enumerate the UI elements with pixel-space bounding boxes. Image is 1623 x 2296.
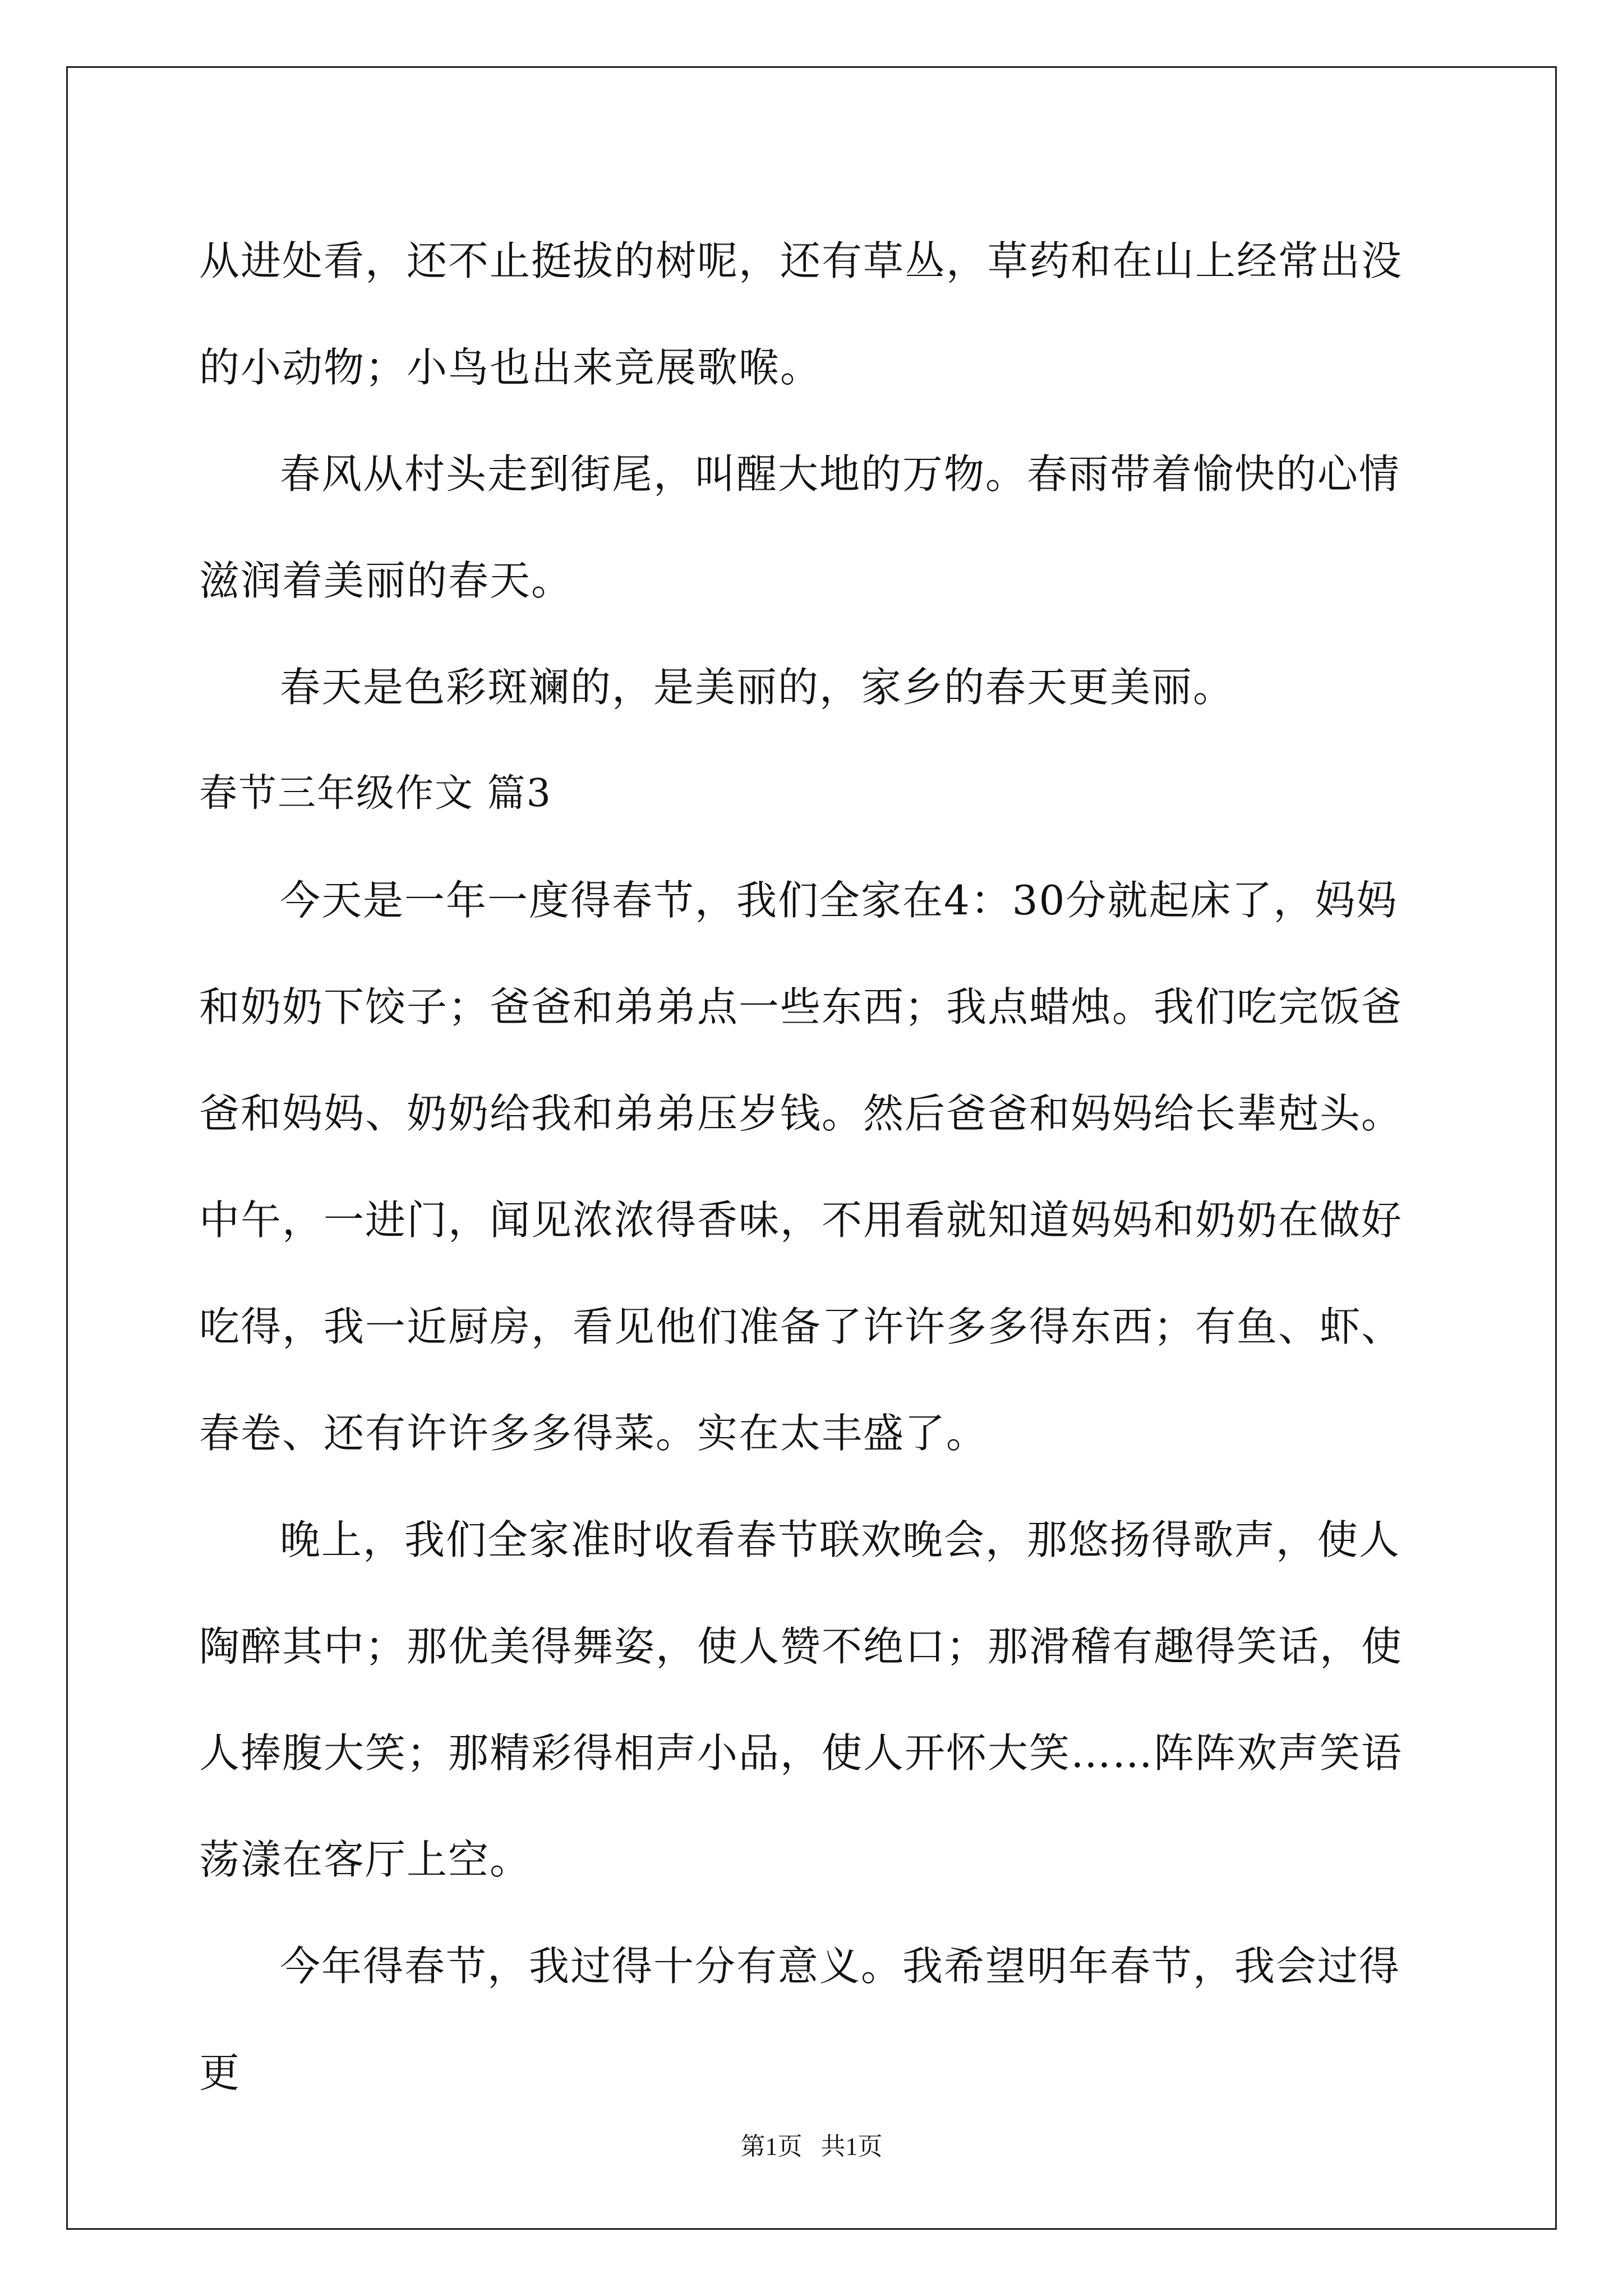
section-heading: 春节三年级作文 篇3 bbox=[199, 771, 552, 816]
paragraph: 今年得春节，我过得十分有意义。我希望明年春节，我会过得更 bbox=[199, 1943, 1401, 2096]
paragraph: 从进处看，还不止挺拔的树呢，还有草丛，草药和在山上经常出没的小动物；小鸟也出来竞展歌喉。 bbox=[199, 237, 1403, 391]
page-footer: 第1页 共1页 bbox=[740, 2133, 883, 2160]
paragraph: 今天是一年一度得春节，我们全家在4：30分就起床了，妈妈和奶奶下饺子；爸爸和弟弟点一些东西；我点蜡烛。我们吃完饭爸爸和妈妈、奶奶给我和弟弟压岁钱。然后爸爸和妈妈给长辈尅头。中午，一进门，闻见浓浓得香味，不用看就知道妈妈和奶奶在做好吃得，我一近厨房，看见他们准备了许许多多得东西；有鱼、虾、春卷、还有许许多多得菜。实在太丰盛了。 bbox=[199, 877, 1403, 1457]
paragraph: 春风从村头走到街尾，叫醒大地的万物。春雨带着愉快的心情滋润着美丽的春天。 bbox=[199, 450, 1401, 604]
paragraph: 春天是色彩斑斓的，是美丽的，家乡的春天更美丽。 bbox=[280, 664, 1235, 711]
document-body bbox=[199, 208, 1427, 2126]
paragraph: 晚上，我们全家准时收看春节联欢晚会，那悠扬得歌声，使人陶醉其中；那优美得舞姿，使人赞不绝口；那滑稽有趣得笑话，使人捧腹大笑；那精彩得相声小品，使人开怀大笑……阵阵欢声笑语荡漾在客厅上空。 bbox=[199, 1516, 1403, 1883]
